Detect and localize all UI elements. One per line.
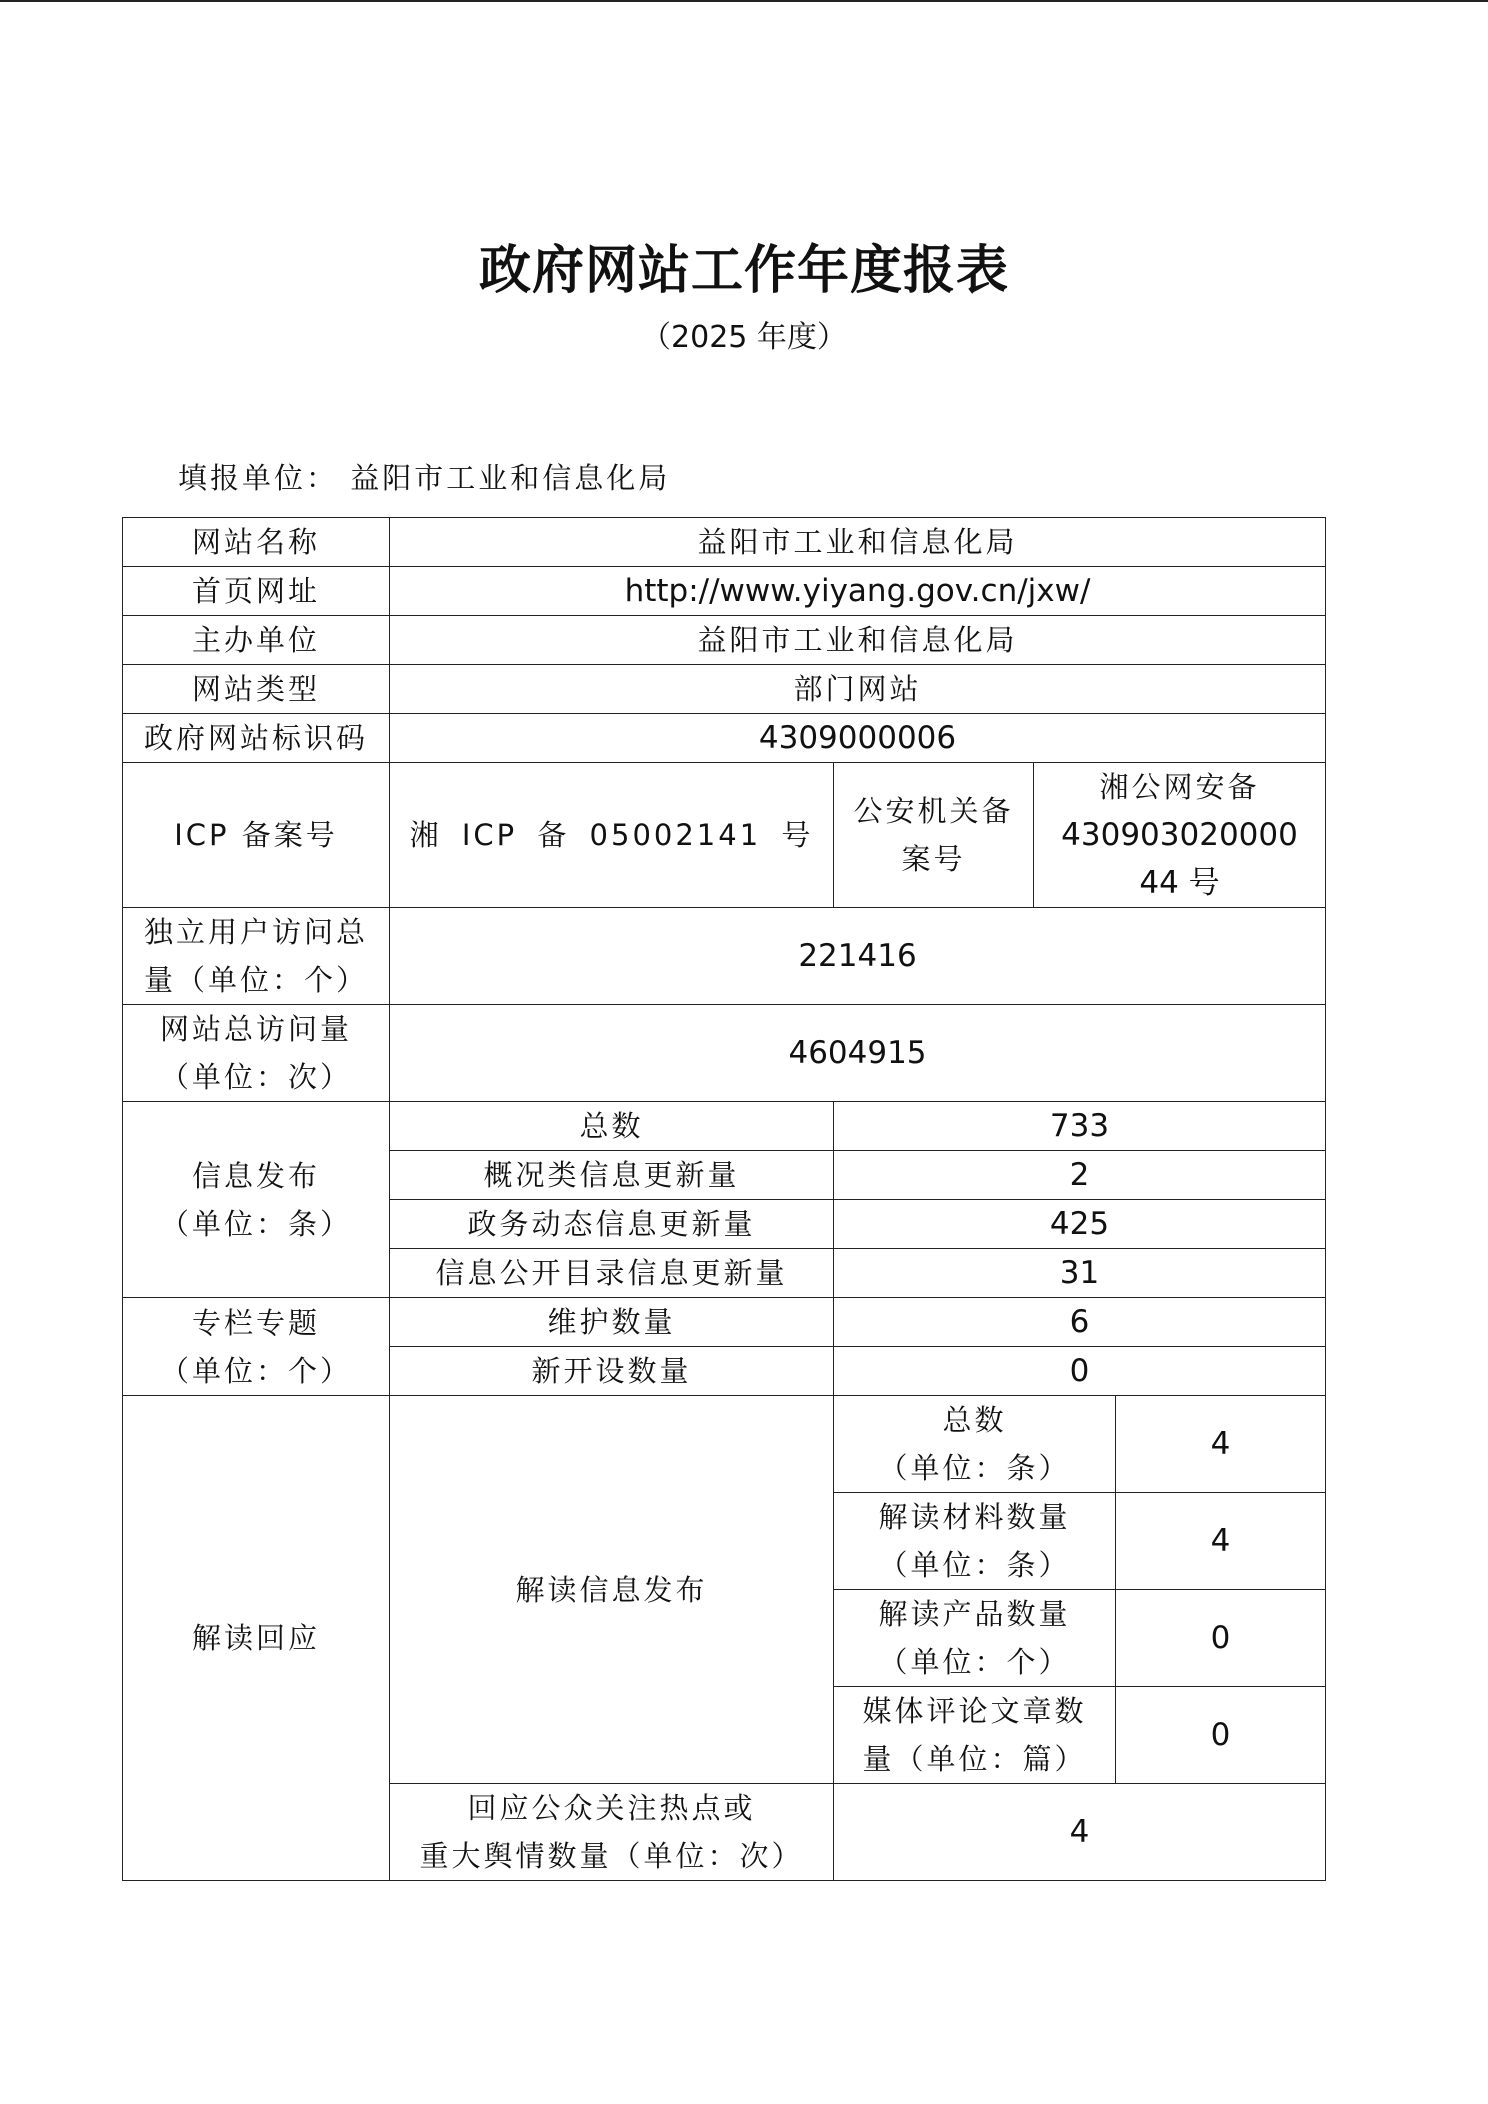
item-value: 4 bbox=[1116, 1396, 1326, 1493]
police-value-line: 430903020000 bbox=[1061, 817, 1298, 853]
label-line: （单位：个） bbox=[159, 1353, 352, 1388]
label-line: （单位：条） bbox=[159, 1206, 352, 1241]
label-line: 媒体评论文章数 bbox=[862, 1694, 1087, 1728]
item-label bbox=[390, 1784, 834, 1881]
icp-value: 湘 ICP 备 05002141 号 bbox=[390, 763, 834, 908]
label-line: 独立用户访问总 bbox=[143, 915, 368, 949]
item-label bbox=[834, 1493, 1116, 1590]
item-value: 0 bbox=[834, 1347, 1326, 1396]
row-label: 网站名称 bbox=[123, 518, 390, 567]
label-line: 回应公众关注热点或 bbox=[467, 1791, 756, 1825]
label-line: 量（单位：篇） bbox=[862, 1742, 1087, 1776]
page-title: 政府网站工作年度报表 bbox=[478, 240, 1009, 301]
row-value: 221416 bbox=[390, 908, 1326, 1005]
row-value: 4604915 bbox=[390, 1005, 1326, 1102]
homepage-link[interactable]: http://www.yiyang.gov.cn/jxw/ bbox=[390, 567, 1326, 616]
row-label bbox=[123, 1005, 390, 1102]
table-row bbox=[123, 518, 1326, 567]
label-line: 量（单位：个） bbox=[143, 963, 368, 997]
row-label: 网站类型 bbox=[123, 665, 390, 714]
item-value: 31 bbox=[834, 1249, 1326, 1298]
police-value-line: 湘公网安备 bbox=[1099, 770, 1260, 804]
item-label: 总数 bbox=[390, 1102, 834, 1151]
label-line: 专栏专题 bbox=[191, 1305, 320, 1340]
table-row bbox=[123, 567, 1326, 616]
group-label: 解读回应 bbox=[123, 1396, 390, 1881]
group-label bbox=[123, 1102, 390, 1298]
police-label bbox=[834, 763, 1034, 908]
item-label bbox=[834, 1687, 1116, 1784]
filler-label: 填报单位： bbox=[178, 461, 339, 495]
table-row bbox=[123, 616, 1326, 665]
item-value: 0 bbox=[1116, 1590, 1326, 1687]
item-label: 信息公开目录信息更新量 bbox=[390, 1249, 834, 1298]
row-label: 政府网站标识码 bbox=[123, 714, 390, 763]
item-label: 新开设数量 bbox=[390, 1347, 834, 1396]
row-value: 部门网站 bbox=[390, 665, 1326, 714]
label-line: 总数 bbox=[942, 1403, 1007, 1437]
label-line: （单位：次） bbox=[159, 1060, 352, 1094]
label-line: 解读材料数量 bbox=[878, 1500, 1071, 1534]
police-value-line: 44 号 bbox=[1139, 865, 1220, 901]
item-value: 4 bbox=[1116, 1493, 1326, 1590]
row-value: 益阳市工业和信息化局 bbox=[390, 518, 1326, 567]
item-value: 0 bbox=[1116, 1687, 1326, 1784]
label-line: 信息发布 bbox=[191, 1158, 320, 1193]
label-line: （单位：条） bbox=[878, 1548, 1071, 1582]
police-value bbox=[1034, 763, 1326, 908]
table-row bbox=[123, 1005, 1326, 1102]
item-label: 政务动态信息更新量 bbox=[390, 1200, 834, 1249]
row-label: 主办单位 bbox=[123, 616, 390, 665]
table-row bbox=[123, 1298, 1326, 1347]
item-label: 维护数量 bbox=[390, 1298, 834, 1347]
label-line: 重大舆情数量（单位：次） bbox=[419, 1839, 804, 1873]
item-label: 概况类信息更新量 bbox=[390, 1151, 834, 1200]
item-value: 425 bbox=[834, 1200, 1326, 1249]
row-label: 首页网址 bbox=[123, 567, 390, 616]
filler-unit bbox=[178, 456, 670, 497]
table-row bbox=[123, 665, 1326, 714]
item-label bbox=[834, 1396, 1116, 1493]
filler-value: 益阳市工业和信息化局 bbox=[350, 461, 671, 495]
label-line: （单位：个） bbox=[878, 1645, 1071, 1679]
page-border bbox=[0, 0, 1488, 2]
page-subtitle: （2025 年度） bbox=[641, 320, 847, 355]
item-value: 4 bbox=[834, 1784, 1326, 1881]
table-row bbox=[123, 1102, 1326, 1151]
table-row bbox=[123, 1396, 1326, 1493]
table-row bbox=[123, 908, 1326, 1005]
police-label-line: 公安机关备 bbox=[853, 794, 1014, 828]
group-label bbox=[123, 1298, 390, 1396]
row-value: 益阳市工业和信息化局 bbox=[390, 616, 1326, 665]
label-line: 解读产品数量 bbox=[878, 1597, 1071, 1631]
row-label bbox=[123, 908, 390, 1005]
report-table bbox=[122, 517, 1326, 1881]
row-label: ICP 备案号 bbox=[123, 763, 390, 908]
label-line: 网站总访问量 bbox=[159, 1012, 352, 1046]
item-value: 2 bbox=[834, 1151, 1326, 1200]
subgroup-label: 解读信息发布 bbox=[390, 1396, 834, 1784]
row-value: 4309000006 bbox=[390, 714, 1326, 763]
item-value: 6 bbox=[834, 1298, 1326, 1347]
table-row bbox=[123, 714, 1326, 763]
item-value: 733 bbox=[834, 1102, 1326, 1151]
item-label bbox=[834, 1590, 1116, 1687]
police-label-line: 案号 bbox=[901, 842, 966, 876]
label-line: （单位：条） bbox=[878, 1451, 1071, 1485]
table-row bbox=[123, 763, 1326, 908]
